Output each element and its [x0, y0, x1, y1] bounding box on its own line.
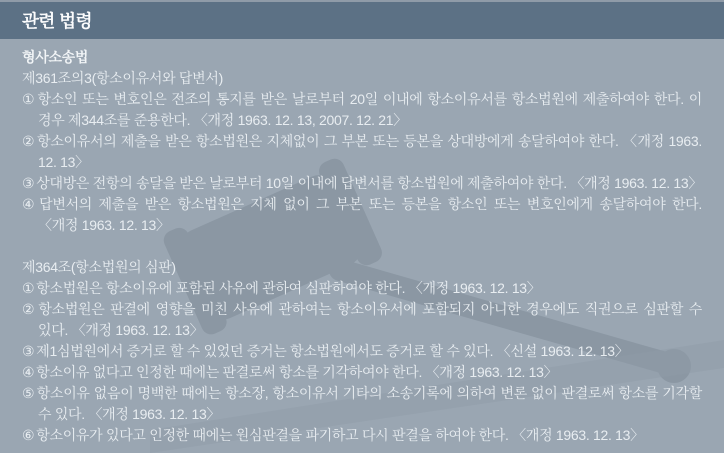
- law-clause: [22, 383, 702, 425]
- clause-text: 항소이유서의 제출을 받은 항소법원은 지체없이 그 부본 또는 등본을 상대방에게 송달하여야 한다. 〈개정 1963. 12. 13〉: [37, 133, 702, 170]
- law-content: [0, 39, 724, 453]
- page-title: 관련 법령: [22, 11, 92, 31]
- clause-number: ①: [22, 91, 36, 107]
- clause-text: 항소인 또는 변호인은 전조의 통지를 받은 날로부터 20일 이내에 항소이유서를 항소법원에 제출하여야 한다. 이 경우 제344조를 준용한다. 〈개정 1963. 12. 13, 2007. 12. 21〉: [37, 91, 702, 128]
- clause-text: 상대방은 전항의 송달을 받은 날로부터 10일 이내에 답변서를 항소법원에 제출하여야 한다. 〈개정 1963. 12. 13〉: [36, 175, 703, 191]
- law-clause: [22, 173, 702, 194]
- clause-number: ④: [22, 364, 35, 380]
- article-section: [22, 68, 702, 236]
- clause-number: ⑥: [22, 427, 35, 443]
- clause-number: ②: [22, 133, 36, 149]
- law-name: 형사소송법: [22, 49, 89, 65]
- law-clause: [22, 341, 702, 362]
- clause-number: ②: [22, 301, 37, 317]
- article-heading: 제364조(항소법원의 심판): [22, 259, 176, 275]
- article-sections: [22, 68, 702, 446]
- clause-number: ⑤: [22, 385, 35, 401]
- clause-text: 제1심법원에서 증거로 할 수 있었던 증거는 항소법원에서도 증거로 할 수 있다. 〈신설 1963. 12. 13〉: [36, 343, 629, 359]
- clause-text: 항소법원은 항소이유에 포함된 사유에 관하여 심판하여야 한다. 〈개정 1963. 12. 13〉: [36, 280, 541, 296]
- law-clause: [22, 131, 702, 173]
- law-clause: [22, 194, 702, 236]
- clause-text: 답변서의 제출을 받은 항소법원은 지체 없이 그 부본 또는 등본을 항소인 또는 변호인에게 송달하여야 한다. 〈개정 1963. 12. 13〉: [38, 196, 702, 233]
- clause-number: ③: [22, 343, 35, 359]
- law-clause: [22, 278, 702, 299]
- panel-header: [0, 2, 724, 39]
- clause-text: 항소이유 없다고 인정한 때에는 판결로써 항소를 기각하여야 한다. 〈개정 1963. 12. 13〉: [36, 364, 558, 380]
- law-clause: [22, 299, 702, 341]
- clause-text: 항소법원은 판결에 영향을 미친 사유에 관하여는 항소이유서에 포함되지 아니한 경우에도 직권으로 심판할 수 있다. 〈개정 1963. 12. 13〉: [38, 301, 702, 338]
- law-clause: [22, 89, 702, 131]
- clause-text: 항소이유 없음이 명백한 때에는 항소장, 항소이유서 기타의 소송기록에 의하여 변론 없이 판결로써 항소를 기각할 수 있다. 〈개정 1963. 12. 13〉: [36, 385, 702, 422]
- article-section: [22, 257, 702, 446]
- law-clause: [22, 425, 702, 446]
- law-clause: [22, 362, 702, 383]
- article-heading: 제361조의3(항소이유서와 답변서): [22, 70, 223, 86]
- clause-number: ③: [22, 175, 35, 191]
- clause-text: 항소이유가 있다고 인정한 때에는 원심판결을 파기하고 다시 판결을 하여야 한다. 〈개정 1963. 12. 13〉: [36, 427, 644, 443]
- clause-number: ①: [22, 280, 35, 296]
- clause-number: ④: [22, 196, 38, 212]
